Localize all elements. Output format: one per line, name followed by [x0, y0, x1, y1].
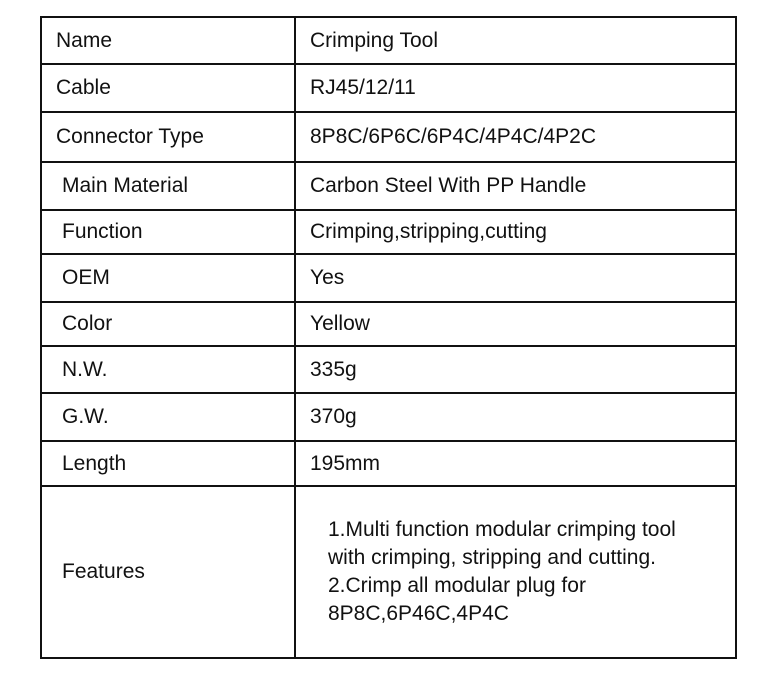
row-value-gross-weight: 370g [295, 393, 736, 441]
row-label-features: Features [41, 486, 295, 658]
row-label-cable: Cable [41, 64, 295, 112]
row-label-oem: OEM [41, 254, 295, 302]
row-value-length: 195mm [295, 441, 736, 486]
table-row [41, 17, 736, 64]
row-label-length: Length [41, 441, 295, 486]
table-row [41, 112, 736, 162]
row-label-main-material: Main Material [41, 162, 295, 210]
table-row [41, 210, 736, 254]
row-value-net-weight: 335g [295, 346, 736, 393]
row-label-name: Name [41, 17, 295, 64]
row-value-connector-type: 8P8C/6P6C/6P4C/4P4C/4P2C [295, 112, 736, 162]
row-label-gross-weight: G.W. [41, 393, 295, 441]
row-value-color: Yellow [295, 302, 736, 346]
table-row [41, 441, 736, 486]
features-line: 8P8C,6P46C,4P4C [328, 602, 509, 625]
table-row [41, 162, 736, 210]
row-value-cable: RJ45/12/11 [295, 64, 736, 112]
row-value-function: Crimping,stripping,cutting [295, 210, 736, 254]
row-label-color: Color [41, 302, 295, 346]
table-row [41, 486, 736, 658]
row-value-features [295, 486, 736, 658]
features-line: 1.Multi function modular crimping tool [328, 518, 676, 541]
row-label-connector-type: Connector Type [41, 112, 295, 162]
table-row [41, 254, 736, 302]
spec-table [40, 16, 737, 659]
row-value-main-material: Carbon Steel With PP Handle [295, 162, 736, 210]
features-line: 2.Crimp all modular plug for [328, 574, 586, 597]
table-row [41, 393, 736, 441]
table-row [41, 346, 736, 393]
table-row [41, 302, 736, 346]
table-row [41, 64, 736, 112]
row-value-name: Crimping Tool [295, 17, 736, 64]
row-label-function: Function [41, 210, 295, 254]
row-label-net-weight: N.W. [41, 346, 295, 393]
row-value-oem: Yes [295, 254, 736, 302]
features-line: with crimping, stripping and cutting. [328, 546, 656, 569]
